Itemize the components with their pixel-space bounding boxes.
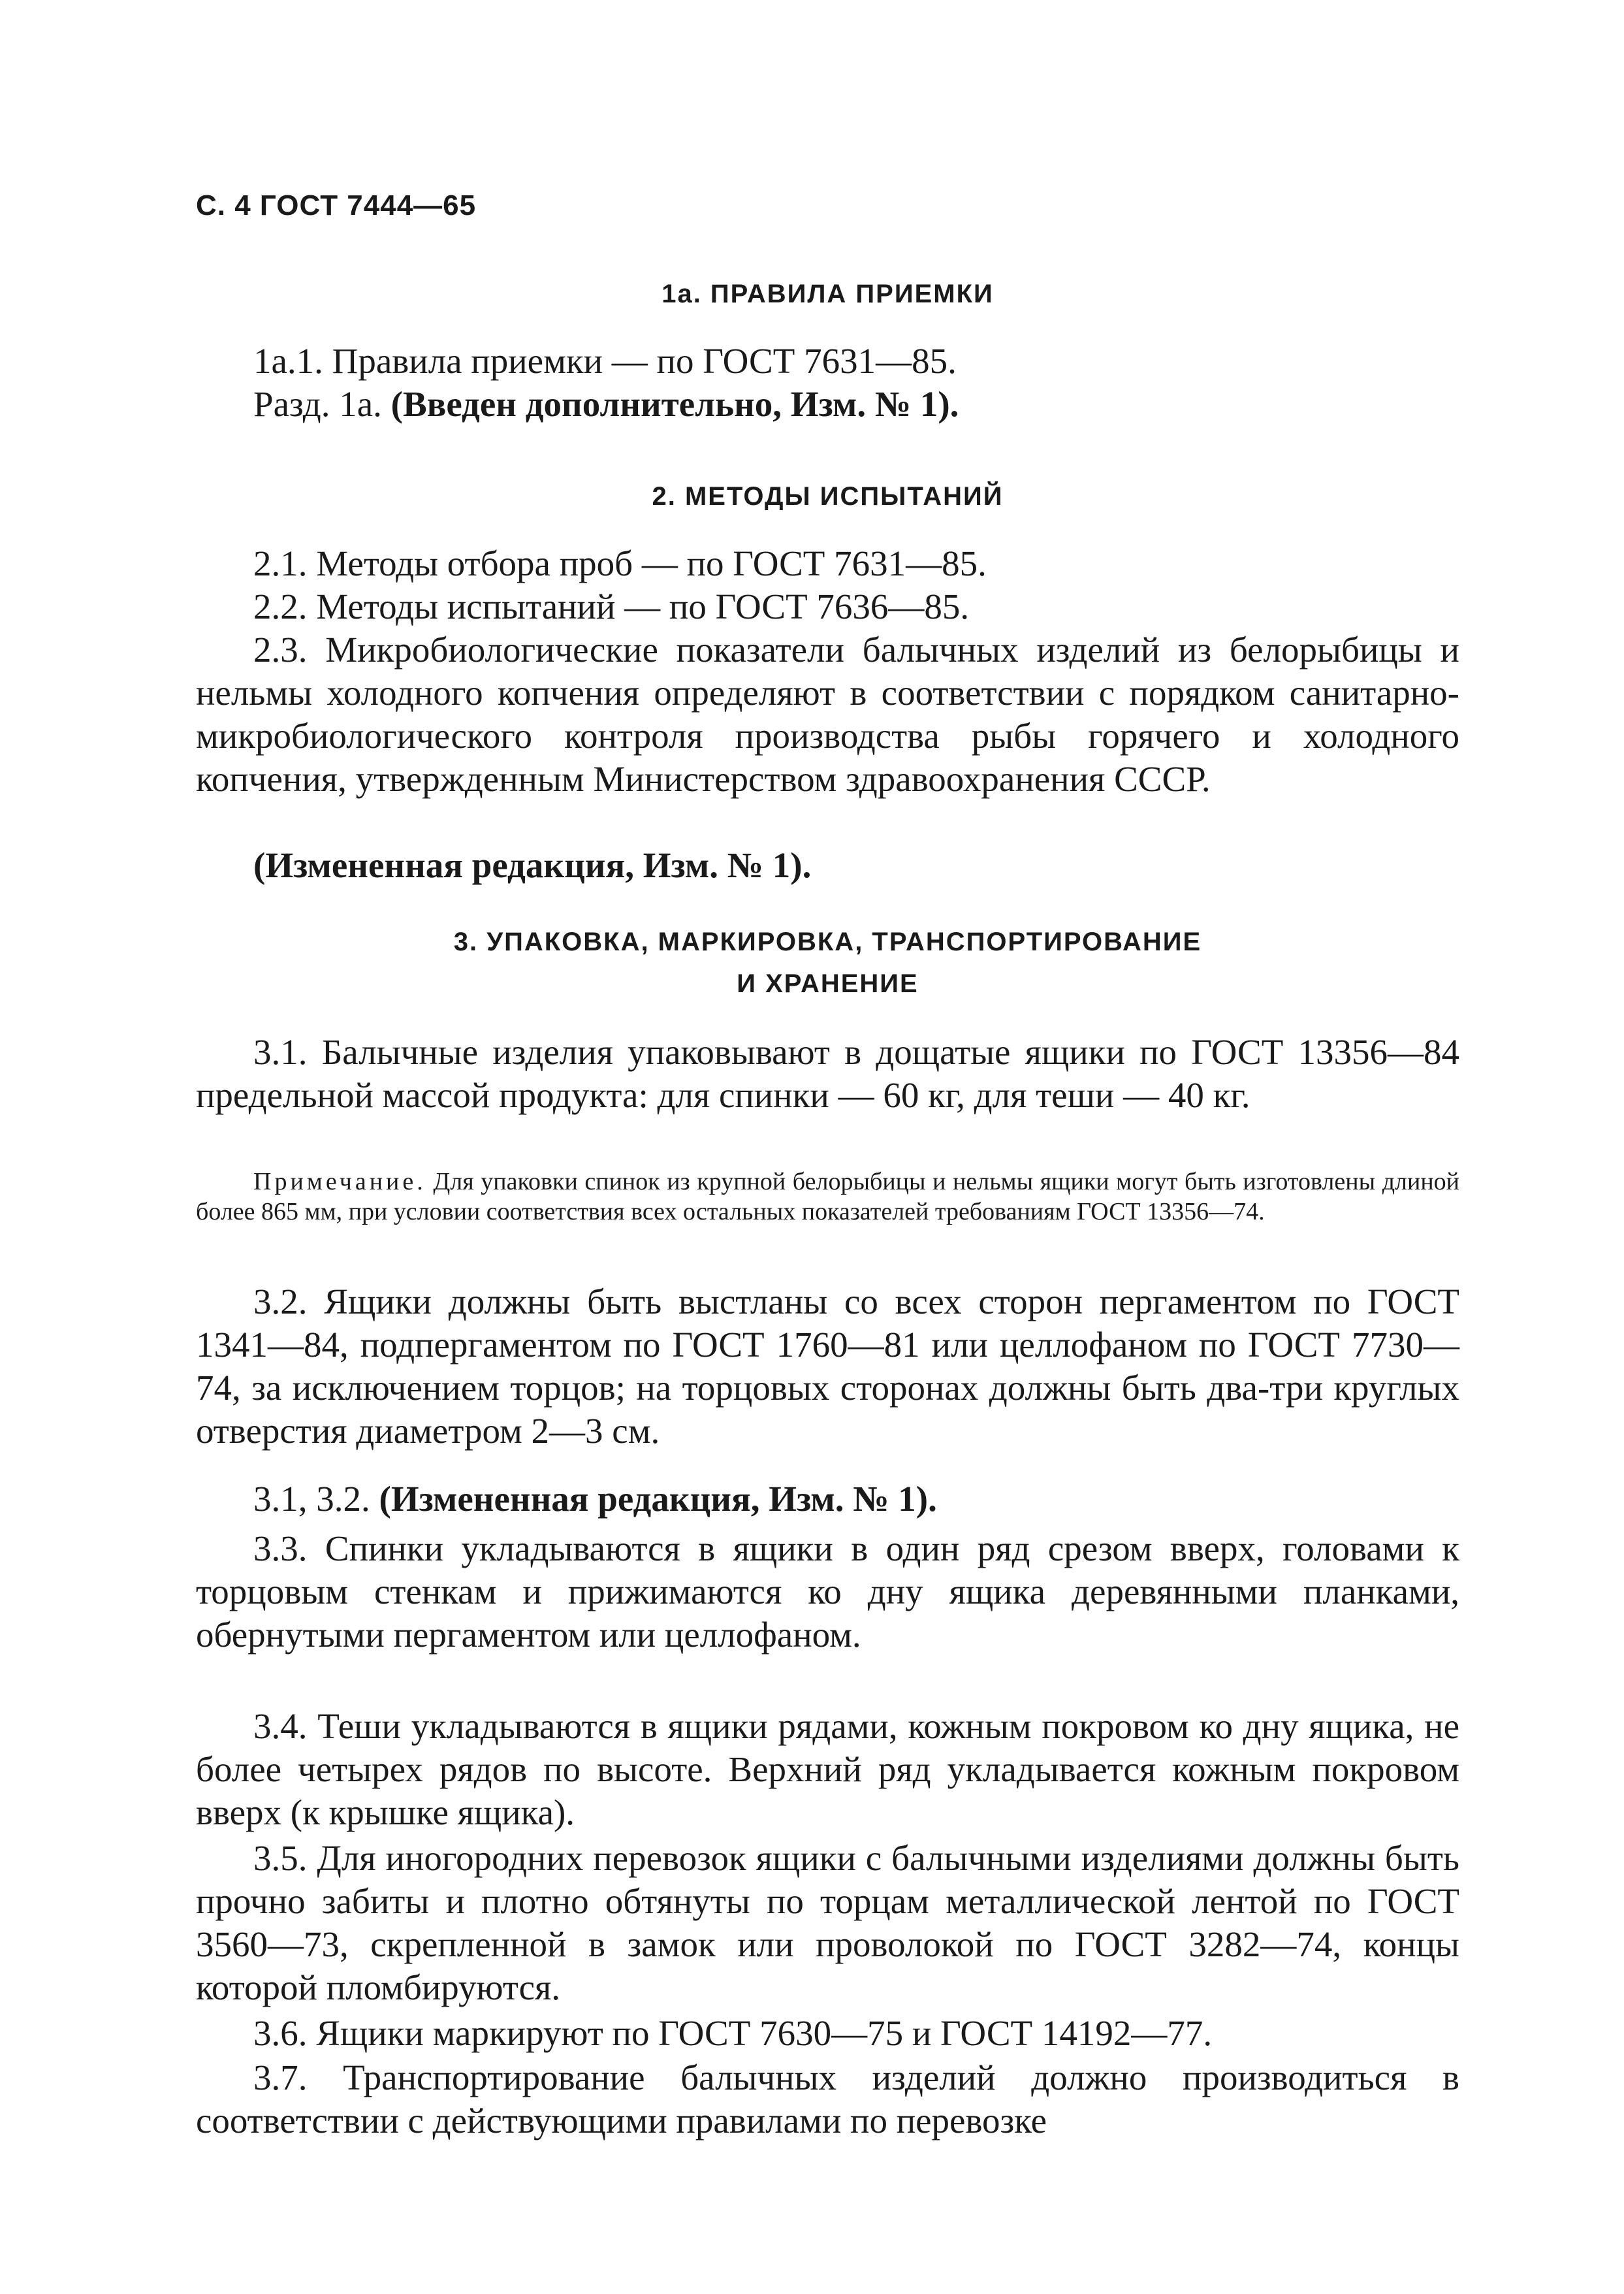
amendment-note: (Измененная редакция, Изм. № 1).: [379, 1479, 937, 1519]
amendment-note: (Измененная редакция, Изм. № 1).: [253, 845, 812, 885]
paragraph-3-4: 3.4. Теши укладываются в ящики рядами, кожным покровом ко дну ящика, не более четырех рядов по высоте. Верхний ряд укладывается кожным покровом вверх (к крышке ящика).: [196, 1706, 1459, 1832]
note: [196, 1167, 1459, 1227]
section-3-title-line2: И ХРАНЕНИЕ: [737, 969, 919, 998]
paragraph-3-1: 3.1. Балычные изделия упаковывают в дощатые ящики по ГОСТ 13356—84 предельной массой продукта: для спинки — 60 кг, для теши — 40 кг.: [196, 1032, 1459, 1115]
paragraph-2-3: 2.3. Микробиологические показатели балычных изделий из белорыбицы и нельмы холодного копчения определяют в соответствии с порядком санитарно-микробиологического контроля производства рыбы горячего и холодного копчения, утвержденным Министерством здравоохранения СССР.: [196, 630, 1459, 799]
amendment-prefix: Разд. 1а.: [253, 384, 382, 424]
paragraph-3-5: 3.5. Для иногородних перевозок ящики с балычными изделиями должны быть прочно забиты и плотно обтянуты по торцам металлической лентой по ГОСТ 3560—73, скрепленной в замок или проволокой по ГОСТ 3282—74, концы которой пломбируются.: [196, 1838, 1459, 2007]
note-label: Примечание.: [253, 1168, 426, 1195]
paragraph-1a-1: 1а.1. Правила приемки — по ГОСТ 7631—85.: [253, 341, 957, 381]
amendment-note: (Введен дополнительно, Изм. № 1).: [390, 384, 959, 424]
section-2-title: 2. МЕТОДЫ ИСПЫТАНИЙ: [652, 482, 1004, 511]
section-3-title: [196, 921, 1459, 1005]
note-text: Для упаковки спинок из крупной белорыбицы и нельмы ящики могут быть изготовлены длиной более 865 мм, при условии соответствия всех остальных показателей требованиям ГОСТ 13356—74.: [196, 1168, 1460, 1225]
amendment-prefix: 3.1, 3.2.: [253, 1479, 370, 1519]
section-3-title-line1: 3. УПАКОВКА, МАРКИРОВКА, ТРАНСПОРТИРОВАНИЕ: [453, 928, 1202, 956]
paragraph-3-7: 3.7. Транспортирование балычных изделий должно производиться в соответствии с действующими правилами по перевозке: [196, 2058, 1459, 2141]
page-header: С. 4 ГОСТ 7444—65: [196, 189, 477, 221]
section-1a-title: 1а. ПРАВИЛА ПРИЕМКИ: [661, 280, 994, 308]
paragraph-3-2: 3.2. Ящики должны быть выстланы со всех сторон пергаментом по ГОСТ 1341—84, подпергаментом по ГОСТ 1760—81 или целлофаном по ГОСТ 7730—74, за исключением торцов; на торцовых сторонах должны быть два-три круглых отверстия диаметром 2—3 см.: [196, 1282, 1459, 1451]
paragraph-3-6: 3.6. Ящики маркируют по ГОСТ 7630—75 и ГОСТ 14192—77.: [253, 2013, 1213, 2053]
paragraph-2-amendment: [196, 844, 1459, 887]
paragraph-1a-amendment: [196, 383, 1459, 426]
paragraph-3-3: 3.3. Спинки укладываются в ящики в один ряд срезом вверх, головами к торцовым стенкам и прижимаются ко дну ящика деревянными планками, обернутыми пергаментом или целлофаном.: [196, 1528, 1459, 1655]
paragraph-2-2: 2.2. Методы испытаний — по ГОСТ 7636—85.: [253, 587, 970, 626]
paragraph-2-1: 2.1. Методы отбора проб — по ГОСТ 7631—85.: [253, 543, 987, 583]
paragraph-3-2-amendment: [196, 1478, 1459, 1521]
